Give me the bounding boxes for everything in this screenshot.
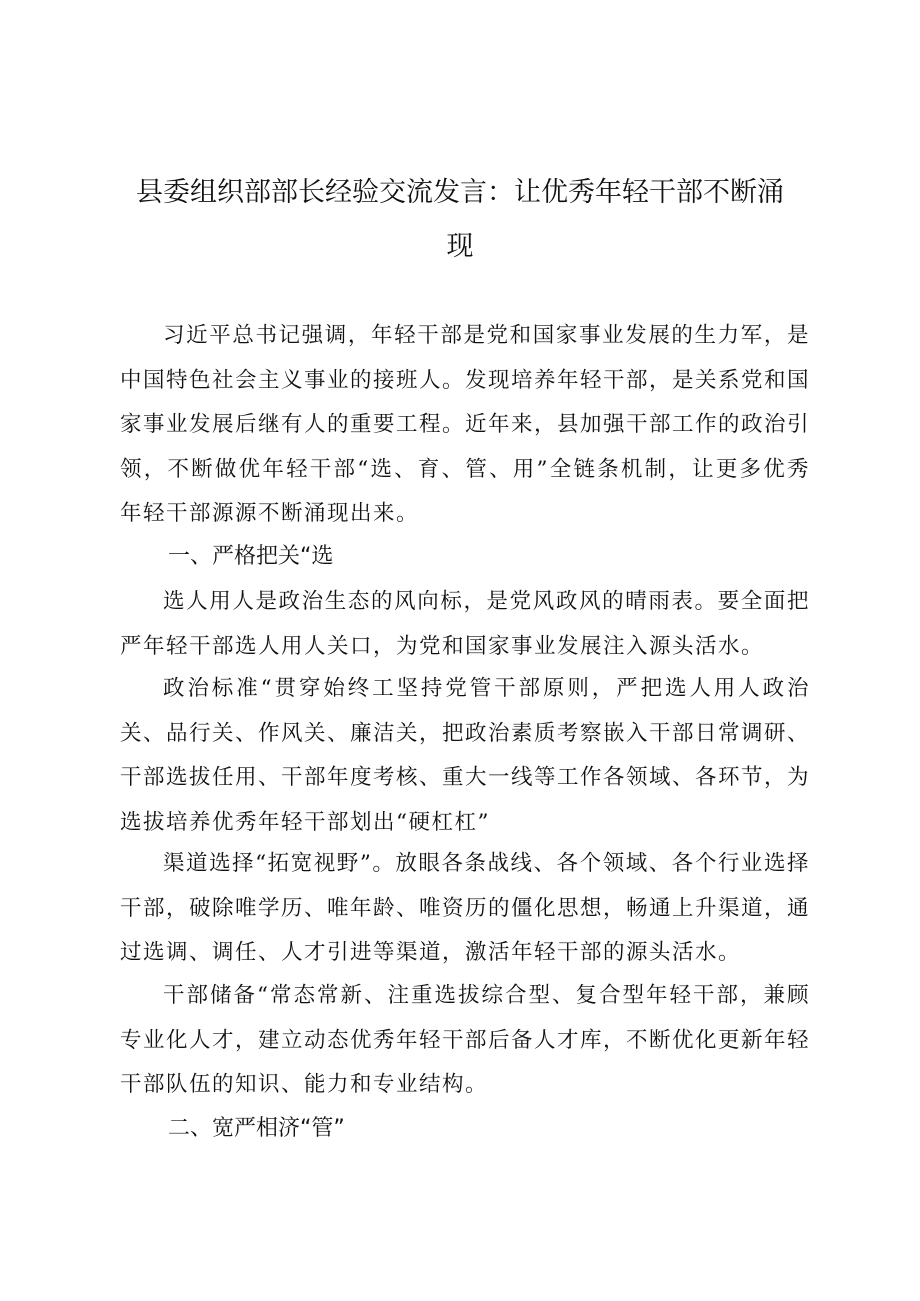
intro-paragraph: 习近平总书记强调，年轻干部是党和国家事业发展的生力军，是中国特色社会主义事业的接班人。发现培养年轻干部，是关系党和国家事业发展后继有人的重要工程。近年来，县加强干部工作的政治引领，不断做优年轻干部“选、育、管、用”全链条机制，让更多优秀年轻干部源源不断涌现出来。 [120, 323, 811, 527]
section1-paragraph-3: 渠道选择“拓宽视野”。放眼各条战线、各个领域、各个行业选择干部，破除唯学历、唯年龄、唯资历的僵化思想，畅通上升渠道，通过选调、调任、人才引进等渠道，激活年轻干部的源头活水。 [120, 851, 811, 966]
document-title: 县委组织部部长经验交流发言：让优秀年轻干部不断涌 [136, 177, 784, 208]
document-title-continuation: 现 [446, 231, 474, 262]
section1-paragraph-2: 政治标准“贯穿始终工坚持党管干部原则，严把选人用人政治关、品行关、作风关、廉洁关，把政治素质考察嵌入干部日常调研、干部选拔任用、干部年度考核、重大一线等工作各领域、各环节，为选拔培养优秀年轻干部划出“硬杠杠” [120, 676, 811, 835]
section1-paragraph-1: 选人用人是政治生态的风向标，是党风政风的晴雨表。要全面把严年轻干部选人用人关口，为党和国家事业发展注入源头活水。 [120, 589, 810, 659]
section-heading-1: 一、严格把关“选 [168, 544, 334, 569]
section-heading-2: 二、宽严相济“管” [168, 1116, 345, 1141]
section1-paragraph-4: 干部储备“常态常新、注重选拔综合型、复合型年轻干部，兼顾专业化人才，建立动态优秀年轻干部后备人才库，不断优化更新年轻干部队伍的知识、能力和专业结构。 [120, 983, 811, 1098]
